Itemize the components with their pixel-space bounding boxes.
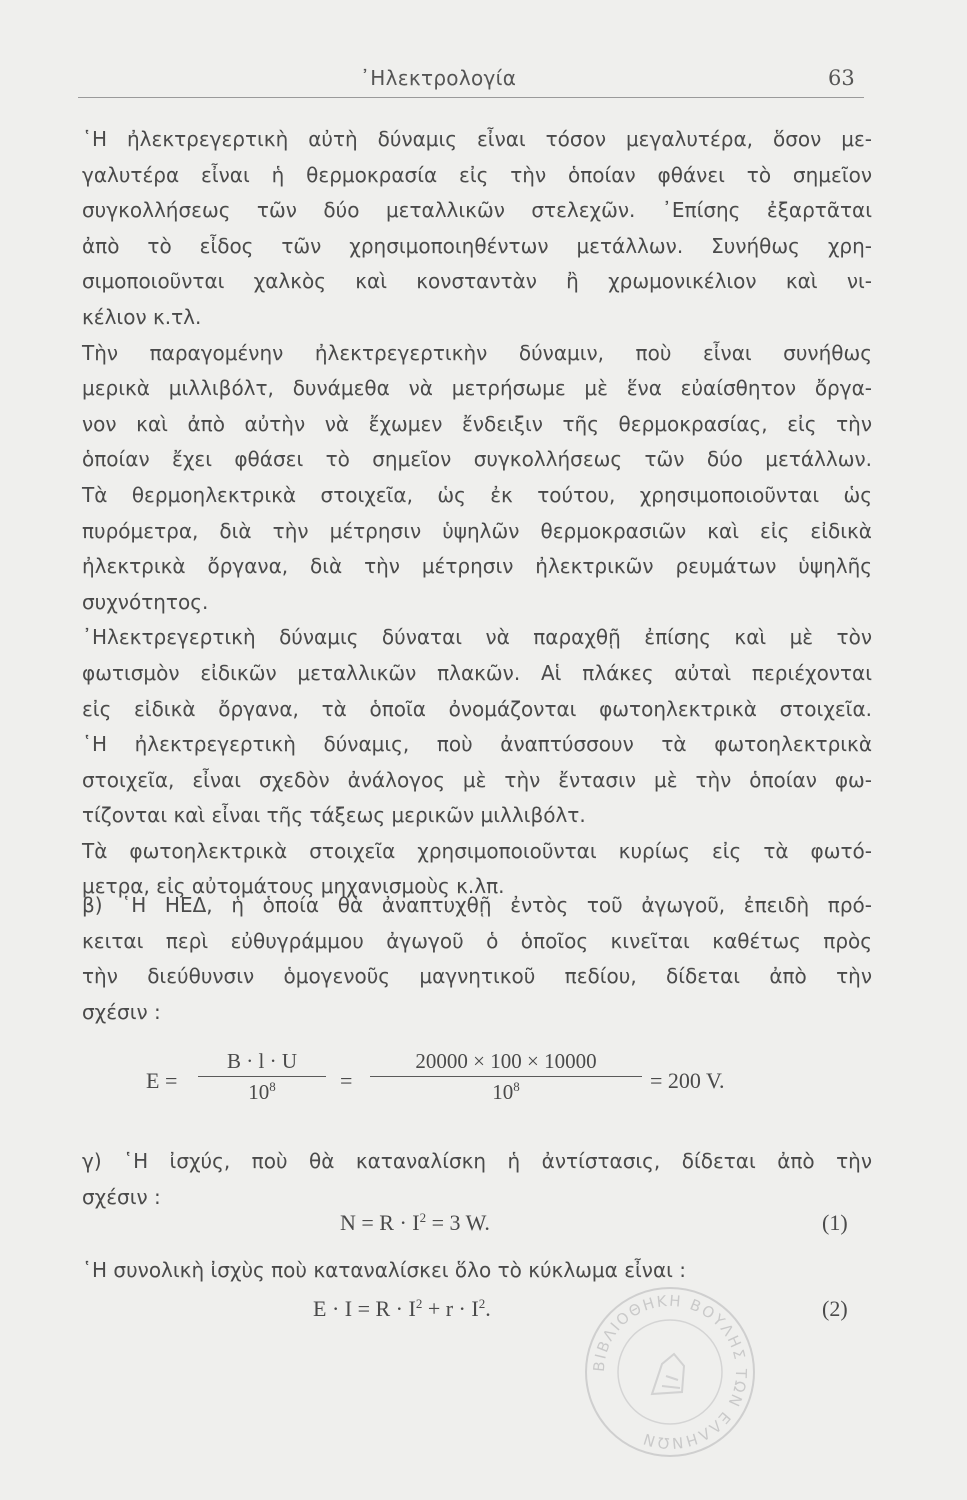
text-line: ᾿Ηλεκτρεγερτικὴ δύναμις δύναται νὰ παραχθῇ ἐπίσης καὶ μὲ τὸν [82,625,872,650]
text-line: τίζονται καὶ εἶναι τῆς τάξεως μερικῶν μιλλιβόλτ. [82,803,586,828]
body-paragraphs [82,122,872,905]
formula-total-power: $E \cdot I = R \cdot I^2 + r \cdot I^2$. [313,1296,491,1321]
text-line: ῾Η ἠλεκτρεγερτικὴ δύναμις, ποὺ ἀναπτύσσουν τὰ φωτοηλεκτρικὰ [82,732,872,757]
stamp-emblem [652,1354,684,1394]
text-line: σχέσιν : [82,999,161,1024]
text-line: φωτισμὸν εἰδικῶν μεταλλικῶν πλακῶν. Αἱ πλάκες αὐταὶ περιέχονται [82,660,872,685]
text-line: πυρόμετρα, διὰ τὴν μέτρησιν ὑψηλῶν θερμοκρασιῶν καὶ εἰς εἰδικὰ [82,518,872,543]
running-header-title: ᾿Ηλεκτρολογία [360,66,517,90]
text-line: νον καὶ ἀπὸ αὐτὴν νὰ ἔχωμεν ἔνδειξιν τῆς θερμοκρασίας, εἰς τὴν [82,411,872,436]
formula-power: $N = R \cdot I^2 = 3$ W. [340,1210,490,1235]
text-line: ῾Η συνολικὴ ἰσχὺς ποὺ καταναλίσκει ὅλο τὸ κύκλωμα εἶναι : [82,1258,686,1282]
text-line: Τὰ φωτοηλεκτρικὰ στοιχεῖα χρησιμοποιοῦνται κυρίως εἰς τὰ φωτό- [82,838,872,863]
text-line: μερικὰ μιλλιβόλτ, δυνάμεθα νὰ μετρήσωμε μὲ ἕνα εὐαίσθητον ὄργα- [82,376,872,401]
equation-number: (2) [822,1296,848,1321]
text-line: κειται περὶ εὐθυγράμμου ἀγωγοῦ ὁ ὁποῖος κινεῖται καθέτως πρὸς [82,928,872,953]
equals-sign: = [340,1068,353,1093]
section-b [82,888,872,1030]
text-line: συγκολλήσεως τῶν δύο μεταλλικῶν στελεχῶν. ᾿Επίσης ἐξαρτᾶται [82,198,872,223]
text-line: συχνότητος. [82,589,209,614]
text-line: τὴν διεύθυνσιν ὁμογενοῦς μαγνητικοῦ πεδίου, δίδεται ἀπὸ τὴν [82,964,872,989]
text-line: σιμοποιοῦνται χαλκὸς καὶ κονσταντὰν ἢ χρωμονικέλιον καὶ νι- [82,269,872,294]
equation-number: (1) [822,1210,848,1235]
fraction-numerator: B · l · U [227,1049,297,1073]
header-rule [78,97,864,98]
text-line: Τὴν παραγομένην ἠλεκτρεγερτικὴν δύναμιν, ποὺ εἶναι συνήθως [82,340,872,365]
fraction-numerator: 20000 × 100 × 10000 [415,1049,597,1073]
text-line: ῾Η ἠλεκτρεγερτικὴ αὐτὴ δύναμις εἶναι τόσον μεγαλυτέρα, ὅσον με- [82,127,872,151]
text-line: Τὰ θερμοηλεκτρικὰ στοιχεῖα, ὡς ἐκ τούτου, χρησιμοποιοῦνται ὡς [82,482,872,507]
fraction-numeric [370,1049,642,1105]
text-line: ὁποίαν ἔχει φθάσει τὸ σημεῖον συγκολλήσεως τῶν δύο μετάλλων. [82,447,872,472]
text-line: ἠλεκτρικὰ ὄργανα, διὰ τὴν μέτρησιν ἠλεκτρικῶν ρευμάτων ὑψηλῆς [82,554,872,579]
stamp-text: ΒΙΒΛΙΟΘΗΚΗ ΒΟΥΛΗΣ ΤΩΝ ΕΛΛΗΝΩΝ [589,1291,751,1453]
text-line: σχέσιν : [82,1184,161,1209]
text-line: β) ῾Η ΗΕΔ, ἡ ὁποία θὰ ἀναπτυχθῇ ἐντὸς τοῦ ἀγωγοῦ, ἐπειδὴ πρό- [82,893,872,917]
formula-lhs: E = [146,1068,178,1093]
fraction-denominator: $10^8$ [248,1079,276,1104]
page-number: 63 [828,66,855,90]
text-line: εἰς εἰδικὰ ὄργανα, τὰ ὁποῖα ὀνομάζονται φωτοηλεκτρικὰ στοιχεῖα. [82,696,872,721]
fraction-symbolic [198,1049,326,1105]
library-stamp [582,1284,758,1460]
text-line: κέλιον κ.τλ. [82,304,202,329]
text-line: στοιχεῖα, εἶναι σχεδὸν ἀνάλογος μὲ τὴν ἔντασιν μὲ τὴν ὁποίαν φω- [82,767,872,792]
formula-result: = 200 V. [650,1068,725,1093]
section-c [82,1144,872,1215]
text-line: γ) ῾Η ἰσχύς, ποὺ θὰ καταναλίσκη ἡ ἀντίστασις, δίδεται ἀπὸ τὴν [82,1149,872,1173]
text-line: ἀπὸ τὸ εἶδος τῶν χρησιμοποιηθέντων μετάλλων. Συνήθως χρη- [82,233,872,258]
text-line: γαλυτέρα εἶναι ἡ θερμοκρασία εἰς τὴν ὁποίαν φθάνει τὸ σημεῖον [82,162,872,187]
fraction-denominator: $10^8$ [492,1079,520,1104]
text-line: μετρα, εἰς αὐτομάτους μηχανισμοὺς κ.λπ. [82,874,505,899]
